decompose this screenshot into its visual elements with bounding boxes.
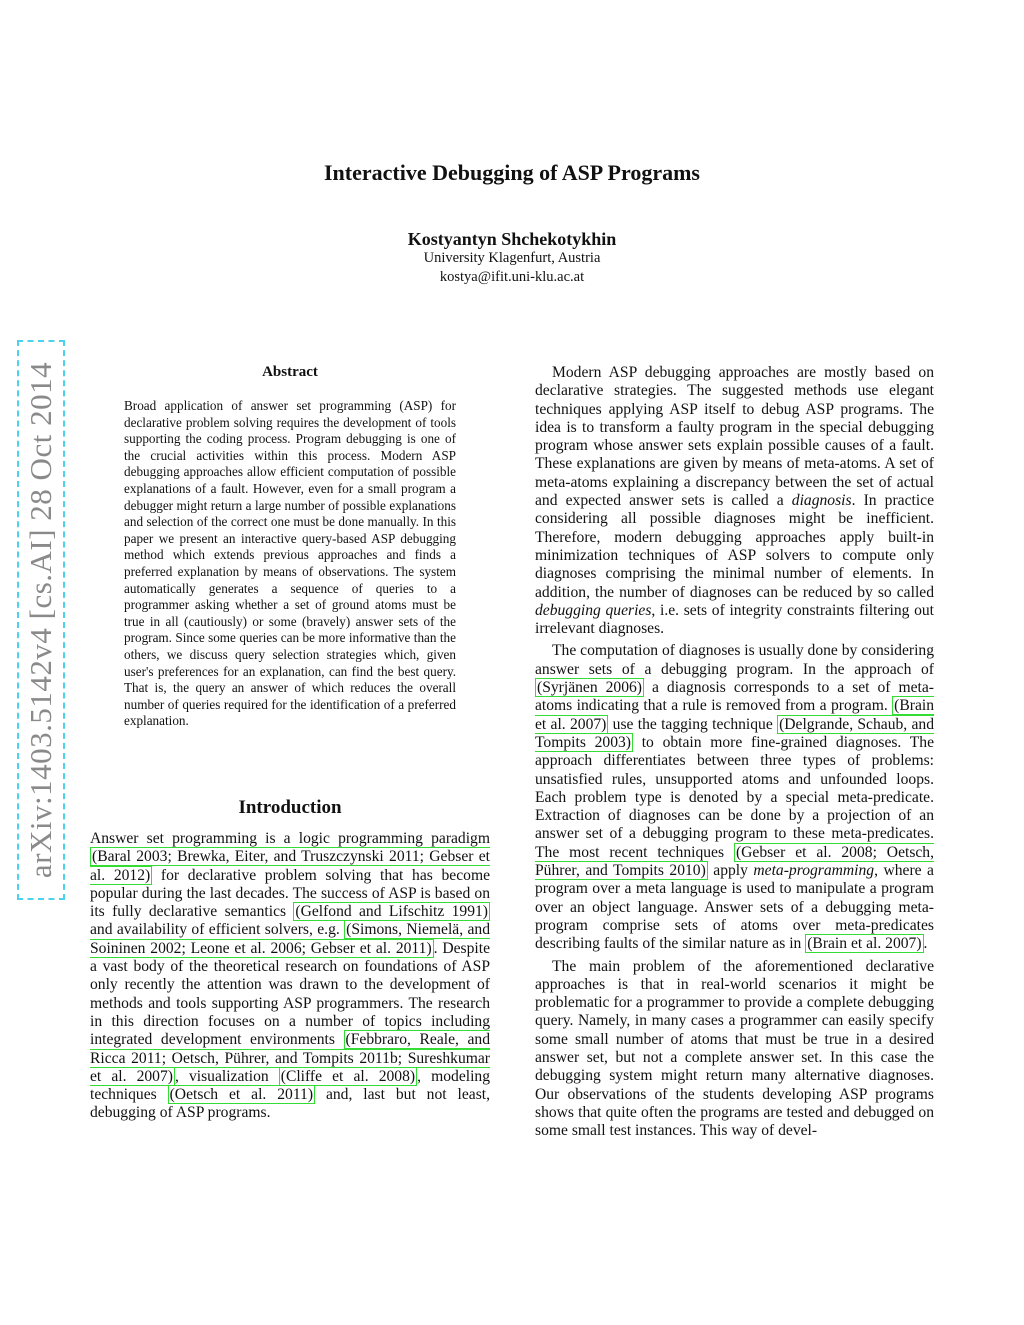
- author-email[interactable]: kostya@ifit.uni-klu.ac.at: [439, 269, 585, 285]
- citation-link[interactable]: (Simons, Niemelä, and Soininen 2002; Leone et al. 2006; Gebser et al. 2011): [90, 921, 491, 957]
- left-column: [90, 830, 490, 1123]
- citation-link[interactable]: (Gelfond and Lifschitz 1991): [295, 903, 488, 921]
- citation-link[interactable]: (Syrjänen 2006): [537, 679, 642, 697]
- citation-link[interactable]: (Cliffe et al. 2008): [280, 1067, 416, 1085]
- author-affiliation: University Klagenfurt, Austria: [423, 250, 601, 266]
- right-paragraph-2: The computation of diagnoses is usually done by considering answer sets of a debugging program. In the approach of (Syrjänen 2006) a diagnosis corresponds to a set of meta-atoms indicating that a rule is removed from a program. (Brain et al. 2007) use the tagging technique (Delgrande, Schaub, and Tompits 2003) to obtain more fine-grained diagnoses. The approach differentiates between three types of problems: unsatisfied rules, unsupported atoms and unfounded loops. Each problem type is denoted by a special meta-predicate. Extraction of diagnoses can be done by a projection of an answer set of a debugging program to these meta-predicates. The most recent techniques (Gebser et al. 2008; Oetsch, Pührer, and Tompits 2010) apply meta-programming, where a program over a meta language is used to manipulate a program over an object language. Answer sets of a debugging meta-program comprise sets of atoms over meta-predicates describing faults of the similar nature as in (Brain et al. 2007) .: [535, 642, 935, 953]
- citation-link[interactable]: (Febbraro, Reale, and Ricca 2011; Oetsch, Pührer, and Tompits 2011b; Sureshkumar et al. 2007): [90, 1031, 490, 1085]
- paper-title: Interactive Debugging of ASP Programs: [323, 160, 700, 185]
- citation-link[interactable]: (Gebser et al. 2008; Oetsch, Pührer, and Tompits 2010): [535, 843, 935, 880]
- right-paragraph-1: Modern ASP debugging approaches are mostly based on declarative strategies. The suggested methods use elegant techniques applying ASP itself to debug ASP programs. The idea is to transform a faulty program in the special debugging program whose answer sets explain possible causes of a fault. These explanations are given by means of meta-atoms. A set of meta-atoms explaining a discrepancy between the set of actual and expected answer sets is called a diagnosis. In practice considering all possible diagnoses might be inefficient. Therefore, modern debugging approaches apply built-in minimization techniques of ASP solvers to compute only diagnoses comprising the minimal number of elements. In addition, the number of diagnoses can be reduced by so called debugging queries, i.e. sets of integrity constraints filtering out irrelevant diagnoses.: [535, 364, 935, 638]
- arxiv-stamp-text: arXiv:1403.5142v4 [cs.AI] 28 Oct 2014: [23, 361, 59, 879]
- citation-link[interactable]: (Oetsch et al. 2011): [169, 1086, 314, 1104]
- abstract-text: Broad application of answer set programming (ASP) for declarative problem solving requires the development of tools supporting the coding process. Program debugging is one of the crucial activities within this process. Modern ASP debugging approaches allow efficient computation of possible explanations of a fault. However, even for a small program a debugger might return a large number of possible explanations and selection of the correct one must be done manually. In this paper we present an interactive query-based ASP debugging method which extends previous approaches and finds a preferred explanation by means of observations. The system automatically generates a sequence of queries to a programmer asking whether a set of ground atoms must be true in all (cautiously) or some (bravely) answer sets of the program. Since some queries can be more informative than the others, we discuss query selection strategies which, given user's preferences for an explanation, can find the best query. That is, the query an answer of which reduces the overall number of queries required for the identification of a preferred explanation.: [124, 398, 456, 729]
- citation-link[interactable]: (Delgrande, Schaub, and Tompits 2003): [535, 715, 934, 751]
- abstract-heading: Abstract: [262, 364, 318, 380]
- right-paragraph-3: The main problem of the aforementioned declarative approaches is that in real-world scenarios it might be problematic for a programmer to provide a complete debugging query. Namely, in many cases a programmer can easily specify some small number of atoms that must be true in a desired answer set, but not a complete answer set. In this case the debugging system might return many alternative diagnoses. Our observations of the students developing ASP programs shows that quite often the programs are tested and debugged on some small test instances. This way of devel-: [535, 957, 934, 1140]
- author-name: Kostyantyn Shchekotykhin: [407, 229, 617, 249]
- intro-paragraph-1: Answer set programming is a logic programming paradigm (Baral 2003; Brewka, Eiter, and Truszczynski 2011; Gebser et al. 2012) for declarative problem solving that has become popular during the last decades. The success of ASP is based on its fully declarative semantics (Gelfond and Lifschitz 1991) and availability of efficient solvers, e.g. (Simons, Niemelä, and Soininen 2002; Leone et al. 2006; Gebser et al. 2011) . Despite a vast body of the theoretical research on foundations of ASP only recently the attention was drawn to the development of methods and tools supporting ASP programmers. The research in this direction focuses on a number of topics including integrated development environments (Febbraro, Reale, and Ricca 2011; Oetsch, Pührer, and Tompits 2011b; Sureshkumar et al. 2007) , visualization (Cliffe et al. 2008) , modeling techniques (Oetsch et al. 2011) and, last but not least, debugging of ASP programs.: [90, 830, 491, 1122]
- citation-link[interactable]: (Brain et al. 2007): [807, 935, 922, 953]
- introduction-heading: Introduction: [238, 797, 342, 818]
- citation-link[interactable]: (Baral 2003; Brewka, Eiter, and Truszczynski 2011; Gebser et al. 2012): [90, 848, 490, 884]
- right-column: [535, 364, 934, 1140]
- arxiv-stamp: [17, 340, 65, 900]
- citation-link[interactable]: (Brain et al. 2007): [535, 697, 934, 733]
